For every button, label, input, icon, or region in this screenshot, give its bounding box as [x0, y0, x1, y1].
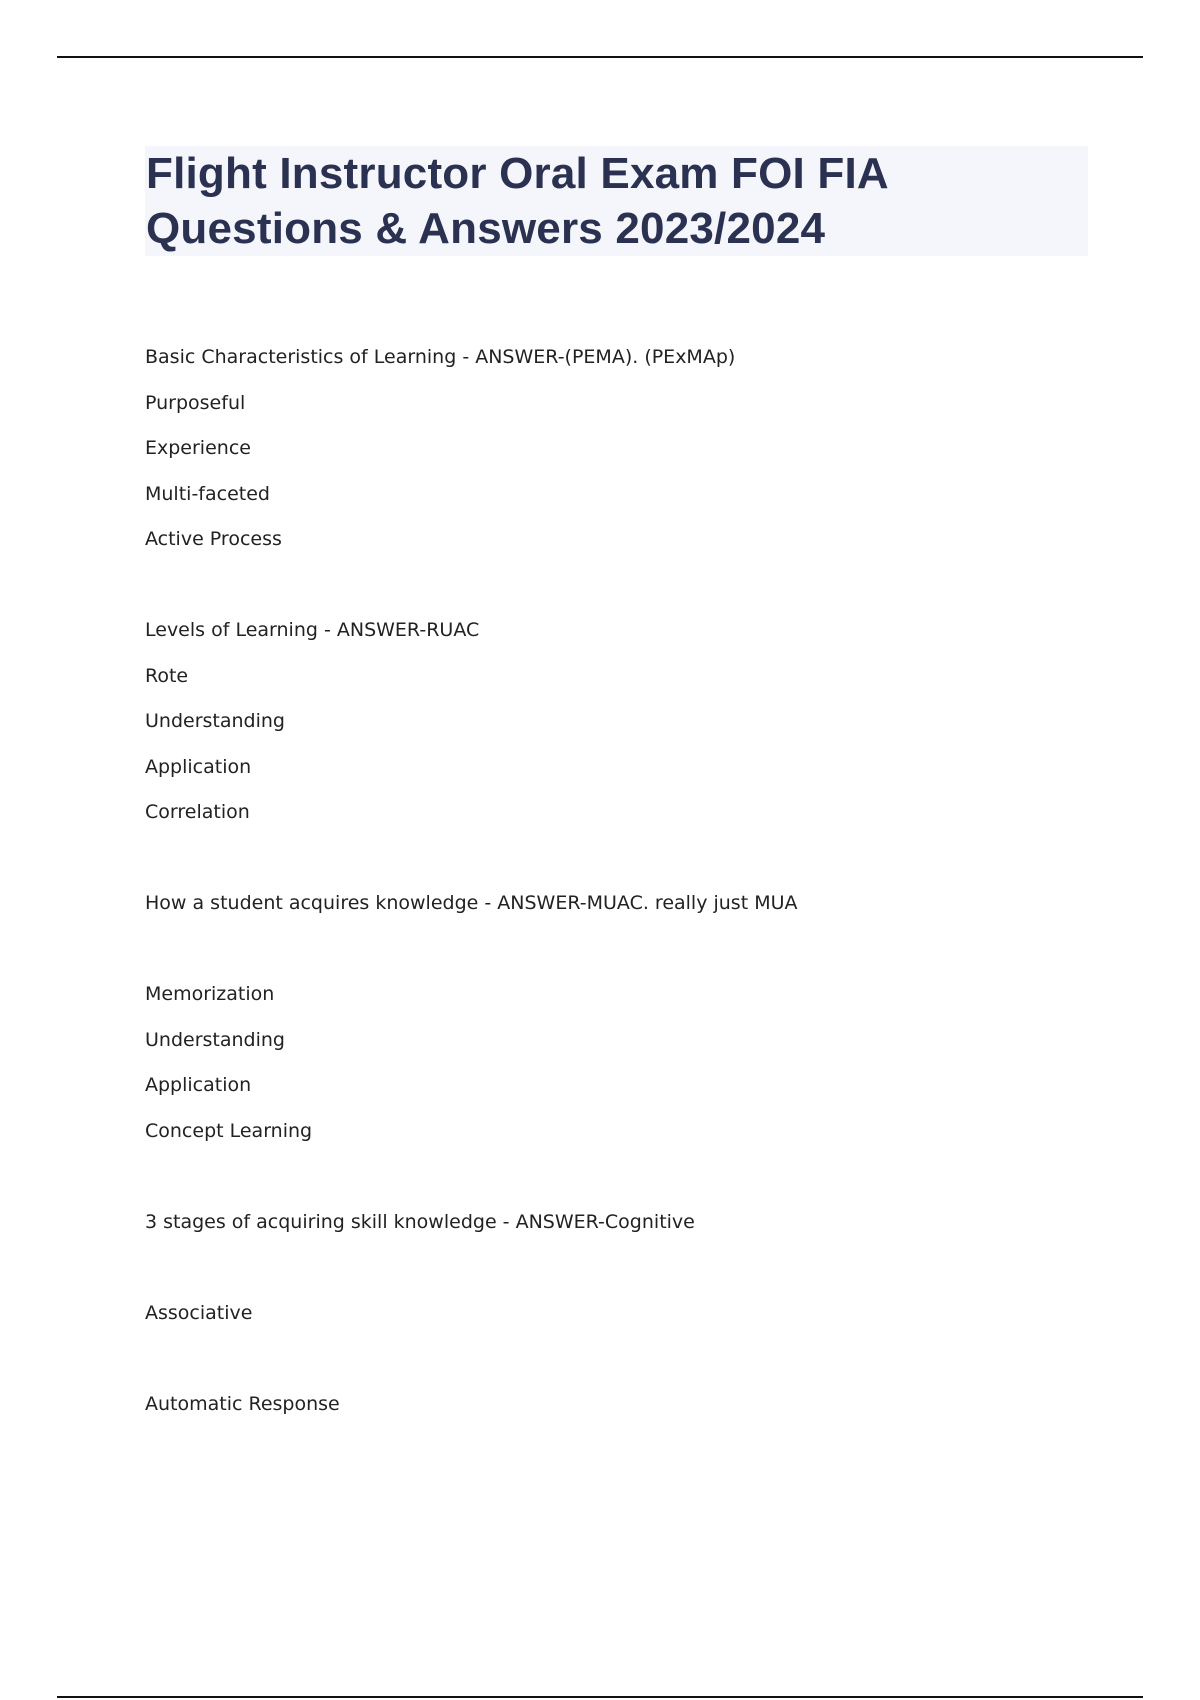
question-levels-of-learning: Levels of Learning - ANSWER-RUAC — [145, 619, 480, 641]
answer-line: Correlation — [145, 801, 250, 823]
answer-line: Associative — [145, 1302, 253, 1324]
title-line-1: Flight Instructor Oral Exam FOI FIA — [146, 149, 889, 198]
answer-line: Application — [145, 1074, 252, 1096]
question-acquires-knowledge: How a student acquires knowledge - ANSWER-MUAC. really just MUA — [145, 892, 798, 914]
question-basic-characteristics: Basic Characteristics of Learning - ANSWER-(PEMA). (PExMAp) — [145, 346, 736, 368]
answer-line: Understanding — [145, 1029, 285, 1051]
title-line-2: Questions & Answers 2023/2024 — [146, 204, 826, 253]
answer-line: Memorization — [145, 983, 275, 1005]
top-rule — [57, 56, 1143, 58]
answer-line: Rote — [145, 665, 189, 687]
question-three-stages: 3 stages of acquiring skill knowledge - ANSWER-Cognitive — [145, 1211, 695, 1233]
answer-line: Concept Learning — [145, 1120, 313, 1142]
answer-line: Automatic Response — [145, 1393, 340, 1415]
answer-line: Experience — [145, 437, 251, 459]
answer-line: Multi-faceted — [145, 483, 270, 505]
document-title — [145, 146, 1088, 256]
title-block — [145, 146, 1088, 256]
bottom-rule — [57, 1696, 1143, 1698]
answer-line: Active Process — [145, 528, 282, 550]
answer-line: Application — [145, 756, 252, 778]
answer-line: Understanding — [145, 710, 285, 732]
answer-line: Purposeful — [145, 392, 246, 414]
